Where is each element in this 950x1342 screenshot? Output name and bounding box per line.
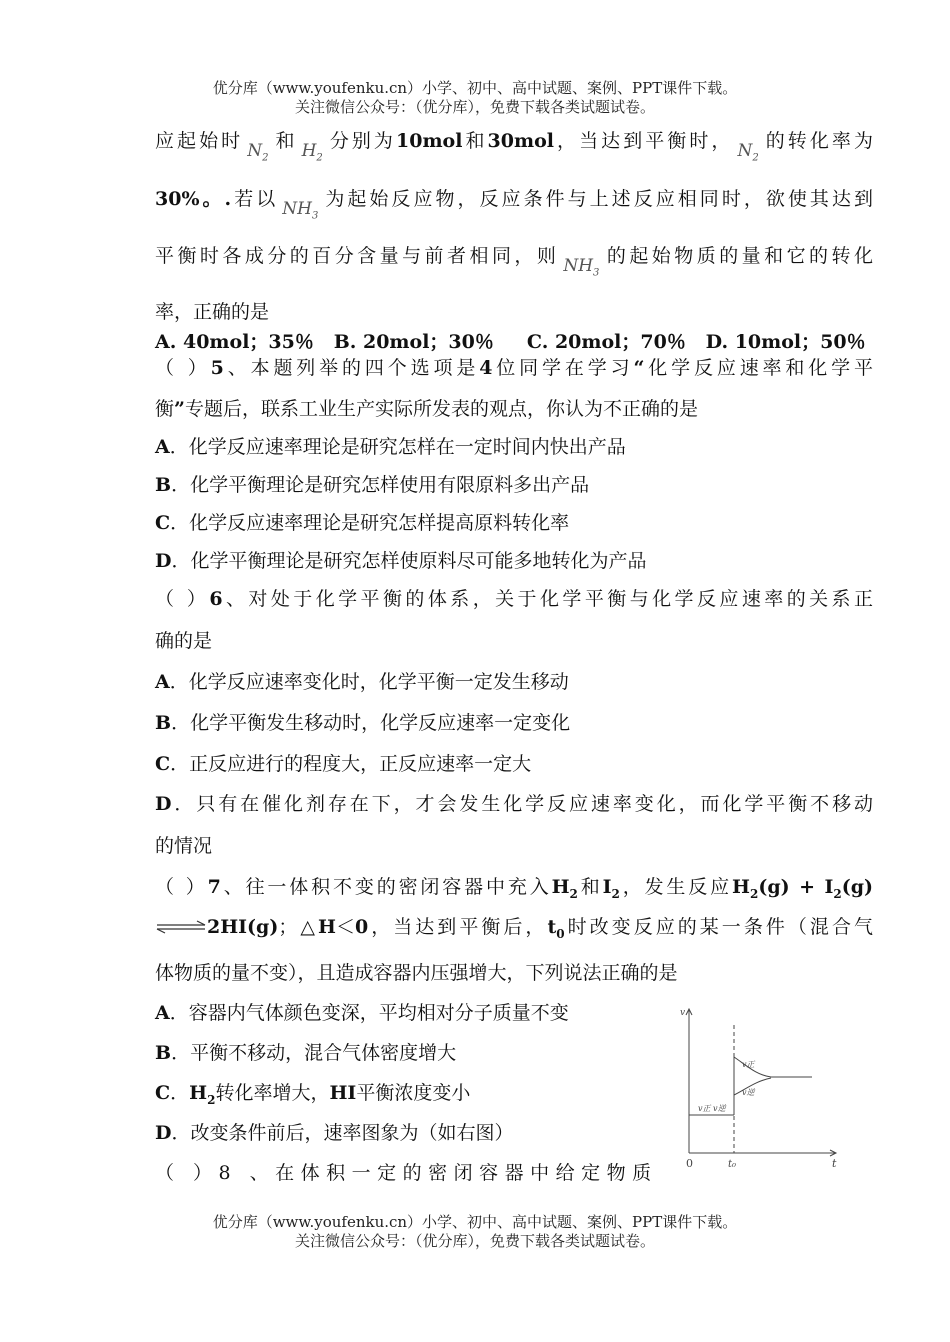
y-axis-label: v (680, 1008, 686, 1018)
q5-option-d: D．化学平衡理论是研究怎样使原料尽可能多地转化为产品 (155, 550, 647, 572)
q5-option-a: A．化学反应速率理论是研究怎样在一定时间内快出产品 (155, 436, 626, 458)
q6-option-d-cont: 的情况 (155, 835, 213, 857)
t0-label: t₀ (728, 1159, 737, 1170)
q7-line-1: （ ）7、往一体积不变的密闭容器中充入$H_2$和$I_2$，发生反应$H_2(g) + I_2(g)$ (155, 876, 873, 901)
equilibrium-arrow-icon (155, 917, 207, 939)
q6-option-d: D．只有在催化剂存在下，才会发生化学反应速率变化，而化学平衡不移动 (155, 793, 873, 815)
formula-n2-b: $N_2$ (737, 141, 759, 164)
q5-option-c: C．化学反应速率理论是研究怎样提高原料转化率 (155, 512, 570, 534)
formula-h2: $H_2$ (301, 141, 323, 164)
q7-option-b: B．平衡不移动，混合气体密度增大 (155, 1042, 457, 1064)
formula-nh3: $NH_3$ (282, 199, 319, 222)
v-both-label: v正 v逆 (698, 1104, 726, 1113)
rate-time-graph (676, 1005, 846, 1175)
q6-line-1: （ ）6、对处于化学平衡的体系，关于化学平衡与化学反应速率的关系正 (155, 588, 873, 610)
q6-line-2: 确的是 (155, 630, 213, 652)
origin-label: 0 (686, 1157, 693, 1170)
v-neg-label: v逆 (742, 1088, 755, 1097)
header-line-1: 优分库（www.youfenku.cn）小学、初中、高中试题、案例、PPT课件下载。 (212, 79, 738, 97)
q4-line-1: 应起始时 $N_2$和 $H_2$分别为10mol和30mol，当达到平衡时， $N_2$的转化率为 (155, 130, 873, 164)
q5-option-b: B．化学平衡理论是研究怎样使用有限原料多出产品 (155, 474, 590, 496)
footer-line-1: 优分库（www.youfenku.cn）小学、初中、高中试题、案例、PPT课件下载。 (212, 1213, 738, 1231)
q7-option-d: D．改变条件前后，速率图象为（如右图） (155, 1122, 514, 1144)
formula-nh3-b: $NH_3$ (563, 256, 600, 279)
q7-line-2: 2HI(g)；△H＜0，当达到平衡后，$t_0$时改变反应的某一条件（混合气 (155, 912, 873, 941)
q4-options: A. 40mol；35％ B. 20mol；30％ C. 20mol；70％ D. 10mol；50％ (155, 331, 866, 353)
q7-option-c: C．$H_2$转化率增大，HI平衡浓度变小 (155, 1082, 471, 1107)
q4-line-2: 30%。.若以 $NH_3$为起始反应物，反应条件与上述反应相同时，欲使其达到 (155, 188, 873, 222)
q5-line-2: 衡”专题后，联系工业生产实际所发表的观点，你认为不正确的是 (155, 398, 698, 420)
q5-line-1: （ ）5、本题列举的四个选项是4位同学在学习“化学反应速率和化学平 (155, 357, 873, 379)
q6-option-c: C．正反应进行的程度大，正反应速率一定大 (155, 753, 532, 775)
footer-line-2: 关注微信公众号：（优分库），免费下载各类试题试卷。 (294, 1232, 655, 1250)
q4-line-4: 率，正确的是 (155, 301, 270, 323)
q7-option-a: A．容器内气体颜色变深，平均相对分子质量不变 (155, 1002, 569, 1024)
q6-option-a: A．化学反应速率变化时，化学平衡一定发生移动 (155, 671, 569, 693)
formula-n2: $N_2$ (247, 141, 269, 164)
v-pos-label: v正 (742, 1060, 755, 1069)
x-axis-label: t (832, 1157, 837, 1170)
q4-line-3: 平衡时各成分的百分含量与前者相同，则 $NH_3$的起始物质的量和它的转化 (155, 245, 873, 279)
q6-option-b: B．化学平衡发生移动时，化学反应速率一定变化 (155, 712, 571, 734)
q8-line-1: （ ）8 、在体积一定的密闭容器中给定物质 (155, 1162, 658, 1184)
q7-line-3: 体物质的量不变），且造成容器内压强增大，下列说法正确的是 (155, 962, 678, 984)
header-line-2: 关注微信公众号：（优分库），免费下载各类试题试卷。 (294, 98, 655, 116)
